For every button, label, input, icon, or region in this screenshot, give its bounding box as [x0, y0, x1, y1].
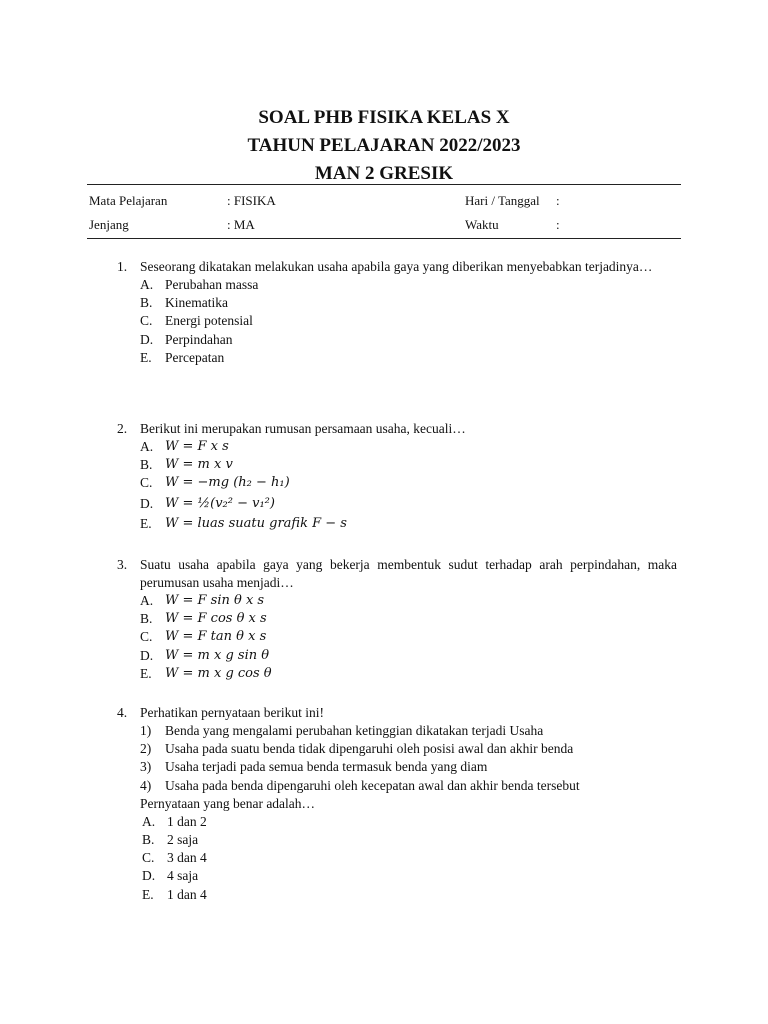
option-c	[142, 849, 677, 867]
question-number: 4.	[117, 705, 128, 720]
option-text: 3 dan 4	[167, 850, 207, 866]
option-text: Perubahan massa	[165, 277, 259, 292]
option-d	[140, 493, 677, 515]
option-letter: B.	[140, 295, 153, 311]
option-b	[140, 294, 677, 312]
title-line-1: SOAL PHB FISIKA KELAS X	[258, 107, 510, 128]
option-letter: A.	[140, 439, 154, 454]
question-number: 1.	[117, 259, 128, 274]
option-letter: D.	[142, 868, 156, 884]
option-list	[142, 813, 677, 904]
option-text: Energi potensial	[165, 313, 253, 329]
info-row-subject	[89, 191, 679, 215]
statement-number: 2)	[140, 741, 152, 757]
option-letter: E.	[140, 515, 152, 531]
question-text: Seseorang dikatakan melakukan usaha apabila gaya yang diberikan menyebabkan terjadinya…	[140, 259, 653, 274]
option-letter: B.	[140, 611, 153, 627]
date-label: Hari / Tanggal	[465, 193, 540, 208]
option-list	[140, 438, 677, 533]
option-formula: W = luas suatu grafik F − s	[165, 515, 347, 531]
date-value: :	[556, 193, 560, 208]
statement-list	[140, 722, 677, 795]
header-divider-top	[87, 184, 681, 185]
question-text: Perhatikan pernyataan berikut ini!	[140, 705, 325, 720]
title-line-2: TAHUN PELAJARAN 2022/2023	[247, 135, 521, 156]
option-d	[140, 331, 677, 349]
exam-info-table	[89, 191, 679, 239]
option-letter: D.	[140, 331, 154, 347]
option-c	[140, 474, 677, 492]
statement-2	[140, 740, 677, 758]
option-formula: W = m x g sin θ	[165, 647, 270, 663]
option-list	[140, 276, 677, 367]
option-letter: C.	[140, 313, 153, 329]
option-list	[140, 592, 677, 683]
statement-text: Usaha pada benda dipengaruhi oleh kecepatan awal dan akhir benda tersebut	[165, 777, 580, 793]
option-d	[142, 867, 677, 885]
option-letter: D.	[140, 495, 154, 511]
option-formula: W = −mg (h₂ − h₁)	[165, 475, 290, 491]
header-divider-bottom	[87, 238, 681, 239]
question-text: Suatu usaha apabila gaya yang bekerja membentuk sudut terhadap arah perpindahan, maka perumusan usaha menjadi…	[140, 557, 677, 590]
option-text: Percepatan	[165, 349, 225, 365]
info-row-level	[89, 215, 679, 239]
option-a	[140, 592, 677, 610]
option-formula: W = F sin θ x s	[165, 593, 265, 608]
option-formula: W = m x v	[165, 457, 233, 473]
option-a	[142, 813, 677, 831]
option-c	[140, 628, 677, 646]
option-formula: W = F tan θ x s	[165, 629, 267, 645]
option-formula: W = ½(v₂² − v₁²)	[165, 495, 275, 511]
statement-text: Usaha terjadi pada semua benda termasuk benda yang diam	[165, 759, 488, 775]
title-line-3: MAN 2 GRESIK	[314, 163, 454, 184]
level-label: Jenjang	[89, 217, 129, 232]
option-letter: A.	[142, 813, 156, 829]
option-e	[142, 886, 677, 904]
option-formula: W = F x s	[165, 439, 229, 454]
statement-4	[140, 777, 677, 795]
question-4	[117, 704, 677, 904]
option-formula: W = m x g cos θ	[165, 665, 272, 681]
option-text: 1 dan 2	[167, 813, 207, 829]
statement-3	[140, 758, 677, 776]
option-a	[140, 438, 677, 456]
time-value: :	[556, 217, 560, 232]
option-letter: D.	[140, 647, 154, 663]
question-prompt: Pernyataan yang benar adalah…	[140, 795, 316, 811]
option-b	[142, 831, 677, 849]
option-letter: C.	[140, 475, 153, 491]
question-number: 3.	[117, 557, 128, 572]
question-number: 2.	[117, 421, 128, 436]
statement-number: 3)	[140, 759, 152, 775]
statement-number: 1)	[140, 723, 152, 738]
statement-text: Usaha pada suatu benda tidak dipengaruhi oleh posisi awal dan akhir benda	[165, 741, 574, 757]
option-e	[140, 665, 677, 683]
subject-value: : FISIKA	[227, 193, 276, 208]
option-c	[140, 312, 677, 330]
option-e	[140, 349, 677, 367]
option-a	[140, 276, 677, 294]
option-b	[140, 456, 677, 474]
option-letter: E.	[140, 349, 152, 365]
subject-label: Mata Pelajaran	[89, 193, 168, 208]
option-letter: C.	[140, 629, 153, 645]
option-text: Perpindahan	[165, 331, 233, 347]
option-e	[140, 515, 677, 533]
option-letter: A.	[140, 277, 154, 292]
statement-1	[140, 722, 677, 740]
option-letter: B.	[140, 457, 153, 473]
option-text: 1 dan 4	[167, 886, 207, 902]
option-text: 2 saja	[167, 831, 199, 847]
statement-text: Benda yang mengalami perubahan ketinggian dikatakan terjadi Usaha	[165, 723, 544, 738]
option-letter: B.	[142, 831, 155, 847]
option-d	[140, 647, 677, 665]
option-formula: W = F cos θ x s	[165, 611, 267, 627]
level-value: : MA	[227, 217, 255, 232]
option-letter: E.	[140, 665, 152, 681]
option-letter: C.	[142, 850, 155, 866]
question-text: Berikut ini merupakan rumusan persamaan usaha, kecuali…	[140, 421, 466, 436]
document-title	[0, 104, 768, 188]
option-b	[140, 610, 677, 628]
statement-number: 4)	[140, 777, 152, 793]
question-2	[117, 420, 677, 533]
option-text: Kinematika	[165, 295, 228, 311]
time-label: Waktu	[465, 217, 499, 232]
question-1	[117, 258, 677, 367]
question-3	[117, 556, 677, 683]
option-letter: A.	[140, 593, 154, 608]
option-letter: E.	[142, 886, 154, 902]
option-text: 4 saja	[167, 868, 199, 884]
